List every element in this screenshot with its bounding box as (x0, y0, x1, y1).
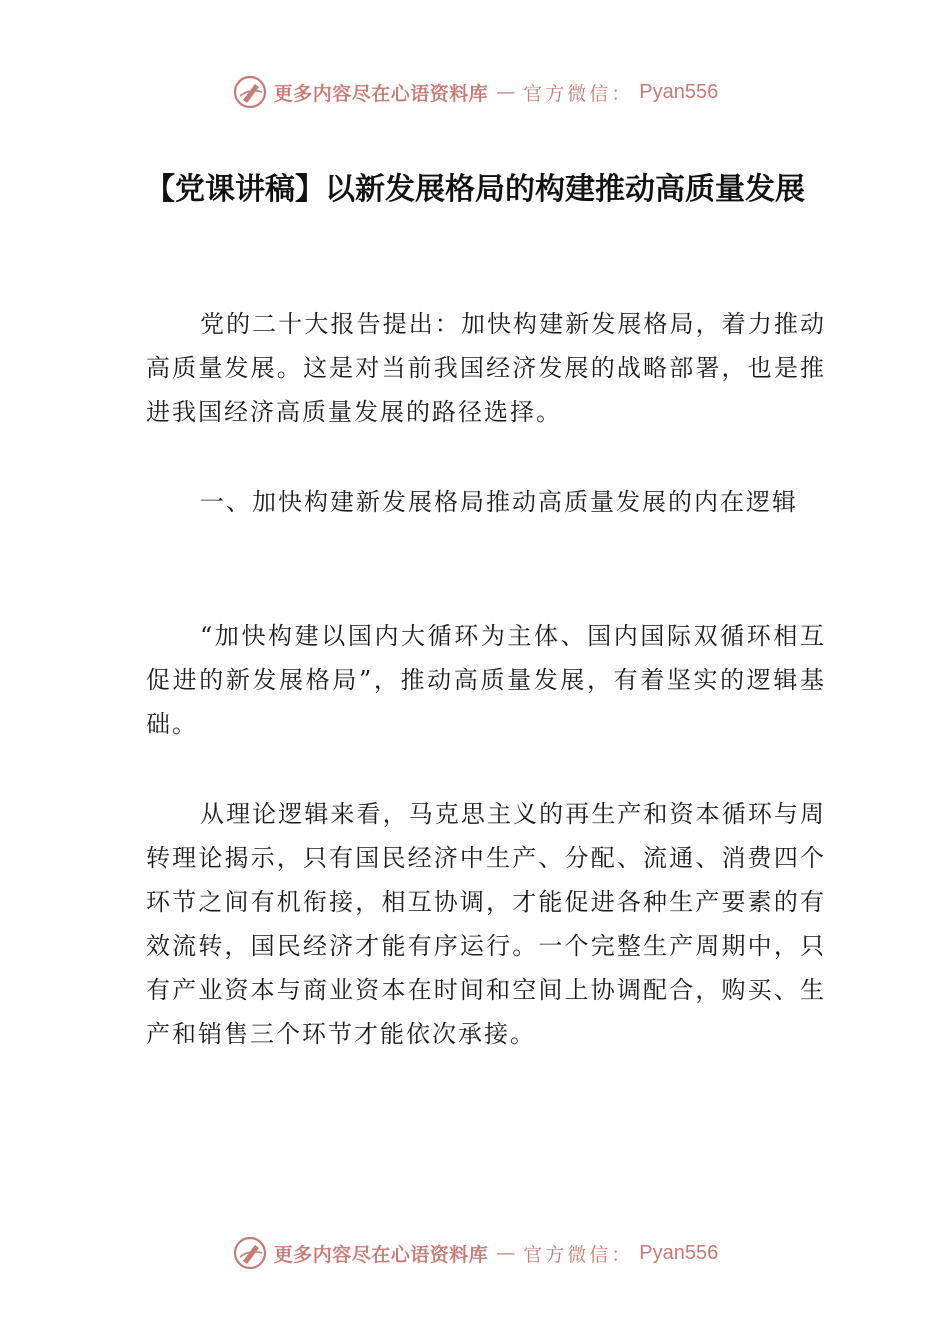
watermark-wechat-label: 官方微信： (523, 1243, 634, 1266)
watermark-wechat-id: Pyan556 (639, 1241, 719, 1264)
paragraph-logic-basis: “加快构建以国内大循环为主体、国内国际双循环相互促进的新发展格局”，推动高质量发展，有着坚实的逻辑基础。 (146, 622, 826, 738)
watermark-dash: — (496, 81, 516, 103)
section-heading-1: 一、加快构建新发展格局推动高质量发展的内在逻辑 (200, 488, 798, 516)
watermark-wechat-id: Pyan556 (639, 80, 719, 103)
pen-circle-logo-icon (232, 1235, 268, 1271)
pen-circle-logo-icon (232, 74, 268, 110)
watermark-wechat-label: 官方微信： (523, 82, 634, 105)
watermark-text: 更多内容尽在心语资料库 (273, 82, 489, 105)
paragraph-theory-logic: 从理论逻辑来看，马克思主义的再生产和资本循环与周转理论揭示，只有国民经济中生产、分配、流通、消费四个环节之间有机衔接，相互协调，才能促进各种生产要素的有效流转，国民经济才能有序运行。一个完整生产周期中，只有产业资本与商业资本在时间和空间上协调配合，购买、生产和销售三个环节才能依次承接。 (146, 800, 826, 1048)
paragraph-intro: 党的二十大报告提出：加快构建新发展格局，着力推动高质量发展。这是对当前我国经济发展的战略部署，也是推进我国经济高质量发展的路径选择。 (146, 310, 826, 426)
footer-watermark (0, 1233, 950, 1273)
header-watermark (0, 72, 950, 112)
watermark-dash: — (496, 1242, 516, 1264)
watermark-text: 更多内容尽在心语资料库 (273, 1243, 489, 1266)
document-title: 【党课讲稿】以新发展格局的构建推动高质量发展 (145, 172, 805, 207)
